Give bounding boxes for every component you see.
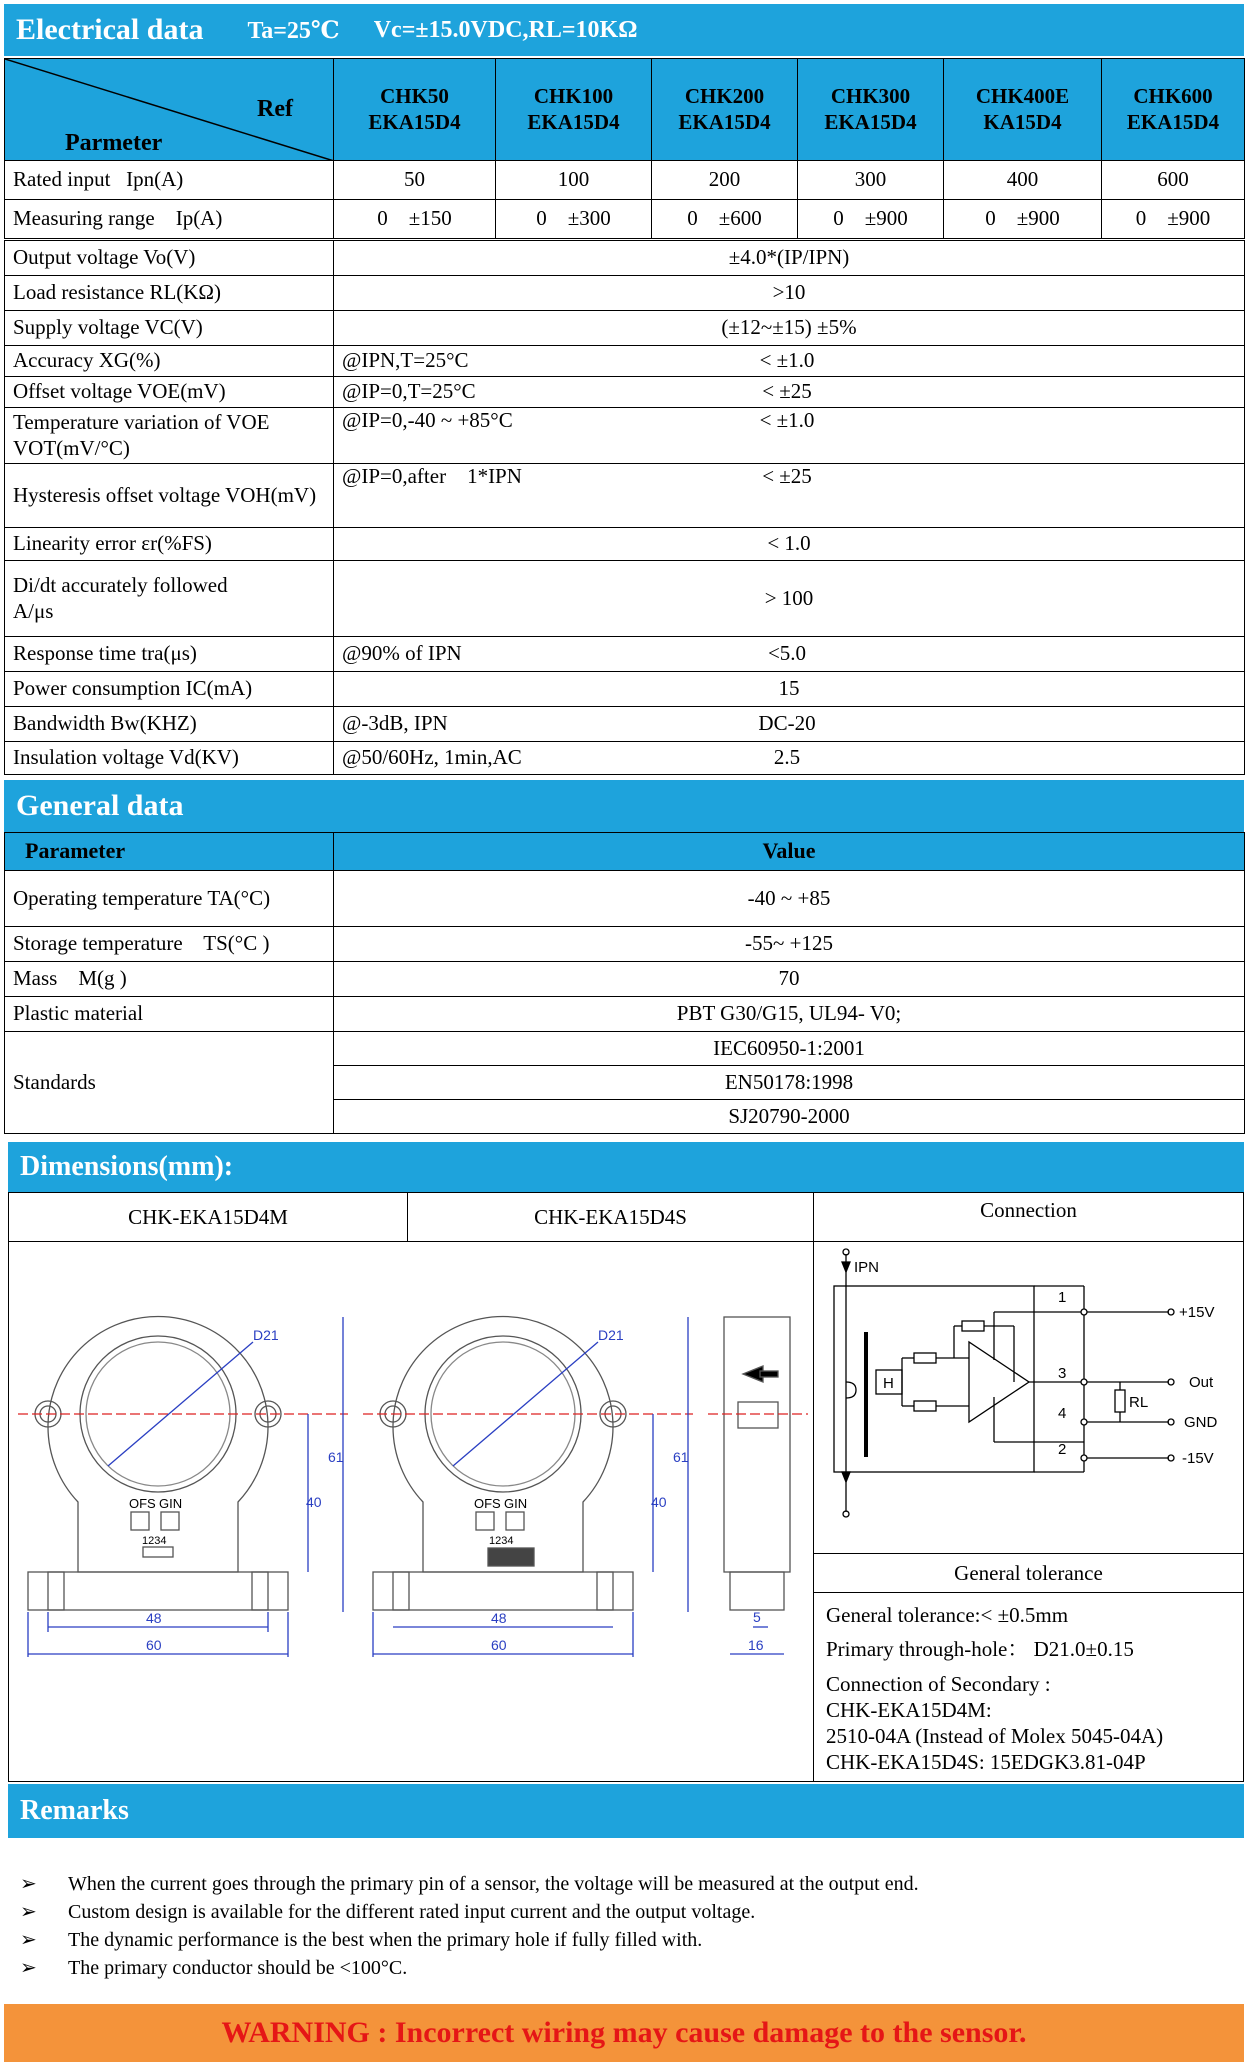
row-label: Mass M(g ) bbox=[5, 962, 334, 997]
remarks-header bbox=[8, 1784, 1244, 1838]
standard-item: SJ20790-2000 bbox=[334, 1100, 1245, 1134]
gin-label: GIN bbox=[504, 1496, 528, 1511]
row-label: Plastic material bbox=[5, 997, 334, 1032]
tol-line: CHK-EKA15D4S: 15EDGK3.81-04P bbox=[826, 1750, 1146, 1775]
parameter-header: Parameter bbox=[5, 833, 334, 871]
remarks-list bbox=[20, 1870, 919, 1982]
ofs-label: OFS bbox=[129, 1496, 156, 1511]
value-header: Value bbox=[334, 833, 1245, 871]
row-condition: @50/60Hz, 1min,AC bbox=[342, 745, 522, 770]
section-title: Remarks bbox=[20, 1795, 129, 1826]
table-row bbox=[5, 997, 1245, 1032]
table-row bbox=[5, 871, 1245, 927]
row-value: DC-20 bbox=[758, 711, 816, 736]
connection-diagram bbox=[814, 1242, 1244, 1552]
row-value-cell: (±12~±15) ±5% bbox=[334, 311, 1245, 346]
terminal-15v-minus: -15V bbox=[1182, 1450, 1214, 1467]
terminal-gnd: GND bbox=[1184, 1414, 1218, 1431]
row-label: Load resistance RL(KΩ) bbox=[5, 276, 334, 311]
dim-16: 16 bbox=[748, 1637, 764, 1653]
cell-value: 600 bbox=[1102, 161, 1245, 200]
section-title: General data bbox=[16, 789, 184, 822]
row-value-cell bbox=[334, 377, 1245, 408]
section-title: Dimensions(mm): bbox=[20, 1151, 234, 1182]
ref-param-corner bbox=[5, 59, 334, 161]
row-label: Accuracy XG(%) bbox=[5, 346, 334, 377]
tol-line: General tolerance:< ±0.5mm bbox=[826, 1603, 1069, 1627]
dim-48: 48 bbox=[491, 1610, 507, 1626]
cell-value: 0 ±900 bbox=[944, 200, 1102, 239]
cell-value: 400 bbox=[944, 161, 1102, 200]
dim-d21: D21 bbox=[598, 1327, 624, 1343]
row-label: Rated input Ipn(A) bbox=[5, 161, 334, 200]
pins-label: 1234 bbox=[142, 1535, 167, 1547]
standards-label: Standards bbox=[5, 1032, 334, 1134]
ref-label: Ref bbox=[257, 96, 293, 122]
cell-value: 200 bbox=[652, 161, 798, 200]
dim-61: 61 bbox=[328, 1449, 344, 1465]
table-row bbox=[5, 408, 1245, 464]
row-label: Power consumption IC(mA) bbox=[5, 672, 334, 707]
standard-item: EN50178:1998 bbox=[334, 1066, 1245, 1100]
row-label: Di/dt accurately followed A/μs bbox=[5, 561, 334, 637]
row-label: Measuring range Ip(A) bbox=[5, 200, 334, 239]
row-value: PBT G30/G15, UL94- V0; bbox=[334, 997, 1245, 1032]
row-value-cell bbox=[334, 707, 1245, 742]
row-value-cell: < 1.0 bbox=[334, 528, 1245, 561]
tol-line: 2510-04A (Instead of Molex 5045-04A) bbox=[826, 1724, 1164, 1748]
row-value-cell: >10 bbox=[334, 276, 1245, 311]
warning-banner: WARNING : Incorrect wiring may cause damage to the sensor. bbox=[4, 2004, 1244, 2062]
table-row bbox=[5, 311, 1245, 346]
row-label: Operating temperature TA(°C) bbox=[5, 871, 334, 927]
condition-voltage: Vc=±15.0VDC,RL=10KΩ bbox=[373, 16, 638, 43]
pin-3: 3 bbox=[1058, 1365, 1067, 1382]
row-label: Supply voltage VC(V) bbox=[5, 311, 334, 346]
cell-value: 0 ±900 bbox=[798, 200, 944, 239]
rl-label: RL bbox=[1129, 1394, 1149, 1411]
pin-2: 2 bbox=[1058, 1441, 1067, 1458]
row-label: Bandwidth Bw(KHZ) bbox=[5, 707, 334, 742]
ofs-label: OFS bbox=[474, 1496, 501, 1511]
row-value: < ±1.0 bbox=[759, 408, 815, 432]
model-header: CHK50 EKA15D4 bbox=[334, 59, 496, 161]
table-row bbox=[5, 377, 1245, 408]
table-row bbox=[5, 241, 1245, 276]
table-row bbox=[5, 464, 1245, 528]
dim-40: 40 bbox=[306, 1494, 322, 1510]
ipn-label: IPN bbox=[854, 1259, 880, 1276]
table-row bbox=[5, 528, 1245, 561]
row-value: < ±25 bbox=[762, 379, 812, 404]
row-value-cell: ±4.0*(IP/IPN) bbox=[334, 241, 1245, 276]
list-item: ➢ Custom design is available for the different rated input current and the output voltage. bbox=[20, 1898, 919, 1926]
standard-item: IEC60950-1:2001 bbox=[334, 1032, 1245, 1066]
model-s-label: CHK-EKA15D4S bbox=[534, 1204, 687, 1229]
condition-temp: Ta=25℃ bbox=[247, 18, 340, 44]
row-value: 2.5 bbox=[773, 745, 801, 770]
row-value: -55~ +125 bbox=[334, 927, 1245, 962]
model-header: CHK200 EKA15D4 bbox=[652, 59, 798, 161]
row-value: < ±25 bbox=[762, 464, 812, 488]
electrical-data-header bbox=[4, 4, 1244, 56]
row-condition: @90% of IPN bbox=[342, 641, 462, 666]
terminal-15v-plus: +15V bbox=[1179, 1304, 1215, 1321]
model-header: CHK300 EKA15D4 bbox=[798, 59, 944, 161]
dim-61: 61 bbox=[673, 1449, 689, 1465]
table-row bbox=[5, 927, 1245, 962]
row-condition: @IP=0,-40 ~ +85°C bbox=[342, 408, 513, 432]
cell-value: 100 bbox=[496, 161, 652, 200]
row-value: <5.0 bbox=[767, 641, 807, 666]
row-value: -40 ~ +85 bbox=[334, 871, 1245, 927]
row-condition: @IP=0,T=25°C bbox=[342, 379, 476, 404]
model-header: CHK400E KA15D4 bbox=[944, 59, 1102, 161]
gin-label: GIN bbox=[159, 1496, 183, 1511]
section-title: Electrical data bbox=[16, 13, 204, 46]
list-item: ➢ The dynamic performance is the best when the primary hole if fully filled with. bbox=[20, 1926, 919, 1954]
table-row bbox=[5, 276, 1245, 311]
sensor-m-outline bbox=[18, 1317, 348, 1657]
row-label: Storage temperature TS(°C ) bbox=[5, 927, 334, 962]
tolerance-text bbox=[826, 1602, 1163, 1776]
dim-5: 5 bbox=[753, 1609, 761, 1625]
param-label: Parmeter bbox=[65, 130, 163, 157]
general-table bbox=[4, 832, 1245, 1134]
list-item: ➢ When the current goes through the primary pin of a sensor, the voltage will be measured at the output end. bbox=[20, 1870, 919, 1898]
row-label: Insulation voltage Vd(KV) bbox=[5, 742, 334, 775]
connection-label: Connection bbox=[980, 1197, 1077, 1222]
row-condition: @IPN,T=25°C bbox=[342, 348, 469, 373]
dim-48: 48 bbox=[146, 1610, 162, 1626]
row-value-cell: > 100 bbox=[334, 561, 1245, 637]
cell-value: 50 bbox=[334, 161, 496, 200]
table-row bbox=[5, 561, 1245, 637]
sensor-s-outline bbox=[363, 1317, 693, 1657]
cell-value: 0 ±600 bbox=[652, 200, 798, 239]
electrical-table bbox=[4, 58, 1245, 239]
electrical-spec-table bbox=[4, 240, 1245, 775]
table-row bbox=[5, 346, 1245, 377]
remark-text: Custom design is available for the different rated input current and the output voltage. bbox=[68, 1901, 756, 1923]
row-value-cell bbox=[334, 408, 1245, 464]
model-m-label: CHK-EKA15D4M bbox=[128, 1204, 288, 1229]
cell-value: 0 ±150 bbox=[334, 200, 496, 239]
cell-value: 300 bbox=[798, 161, 944, 200]
row-condition: @IP=0,after 1*IPN bbox=[342, 464, 522, 488]
row-value-cell bbox=[334, 464, 1245, 528]
tol-line: CHK-EKA15D4M: bbox=[826, 1697, 992, 1722]
tol-line: Primary through-hole： D21.0±0.15 bbox=[826, 1637, 1134, 1662]
model-header: CHK100 EKA15D4 bbox=[496, 59, 652, 161]
row-label: Output voltage Vo(V) bbox=[5, 241, 334, 276]
dim-d21: D21 bbox=[253, 1327, 279, 1343]
dim-60: 60 bbox=[146, 1637, 162, 1653]
table-row bbox=[5, 637, 1245, 672]
table-row bbox=[5, 962, 1245, 997]
table-row bbox=[5, 742, 1245, 775]
dim-60: 60 bbox=[491, 1637, 507, 1653]
cell-value: 0 ±300 bbox=[496, 200, 652, 239]
row-label: Linearity error εr(%FS) bbox=[5, 528, 334, 561]
terminal-out: Out bbox=[1189, 1374, 1214, 1391]
row-label: Temperature variation of VOE VOT(mV/°C) bbox=[5, 408, 334, 464]
tol-line: Connection of Secondary : bbox=[826, 1671, 1051, 1696]
remark-text: When the current goes through the primary pin of a sensor, the voltage will be measured at the output end. bbox=[68, 1873, 919, 1895]
row-value-cell bbox=[334, 346, 1245, 377]
cell-value: 0 ±900 bbox=[1102, 200, 1245, 239]
general-data-header bbox=[4, 780, 1244, 832]
row-value: 70 bbox=[334, 962, 1245, 997]
row-condition: @-3dB, IPN bbox=[342, 711, 448, 736]
hall-label: H bbox=[883, 1375, 894, 1392]
dim-40: 40 bbox=[651, 1494, 667, 1510]
row-label: Hysteresis offset voltage VOH(mV) bbox=[5, 464, 334, 528]
dimensions-header bbox=[8, 1142, 1244, 1192]
table-row bbox=[5, 707, 1245, 742]
list-item: ➢ The primary conductor should be <100°C. bbox=[20, 1954, 919, 1982]
remark-text: The dynamic performance is the best when the primary hole if fully filled with. bbox=[68, 1929, 703, 1951]
row-value: < ±1.0 bbox=[759, 348, 815, 373]
row-value-cell bbox=[334, 742, 1245, 775]
tolerance-title: General tolerance bbox=[954, 1560, 1103, 1585]
row-value-cell bbox=[334, 637, 1245, 672]
row-label: Response time tra(μs) bbox=[5, 637, 334, 672]
pin-1: 1 bbox=[1058, 1289, 1067, 1306]
pin-4: 4 bbox=[1058, 1405, 1067, 1422]
row-label: Offset voltage VOE(mV) bbox=[5, 377, 334, 408]
row-value-cell: 15 bbox=[334, 672, 1245, 707]
sensor-side-view bbox=[708, 1317, 808, 1654]
pins-label: 1234 bbox=[489, 1535, 514, 1547]
model-header: CHK600 EKA15D4 bbox=[1102, 59, 1245, 161]
table-row bbox=[5, 672, 1245, 707]
remark-text: The primary conductor should be <100°C. bbox=[68, 1957, 408, 1979]
mechanical-drawing bbox=[8, 1242, 813, 1782]
